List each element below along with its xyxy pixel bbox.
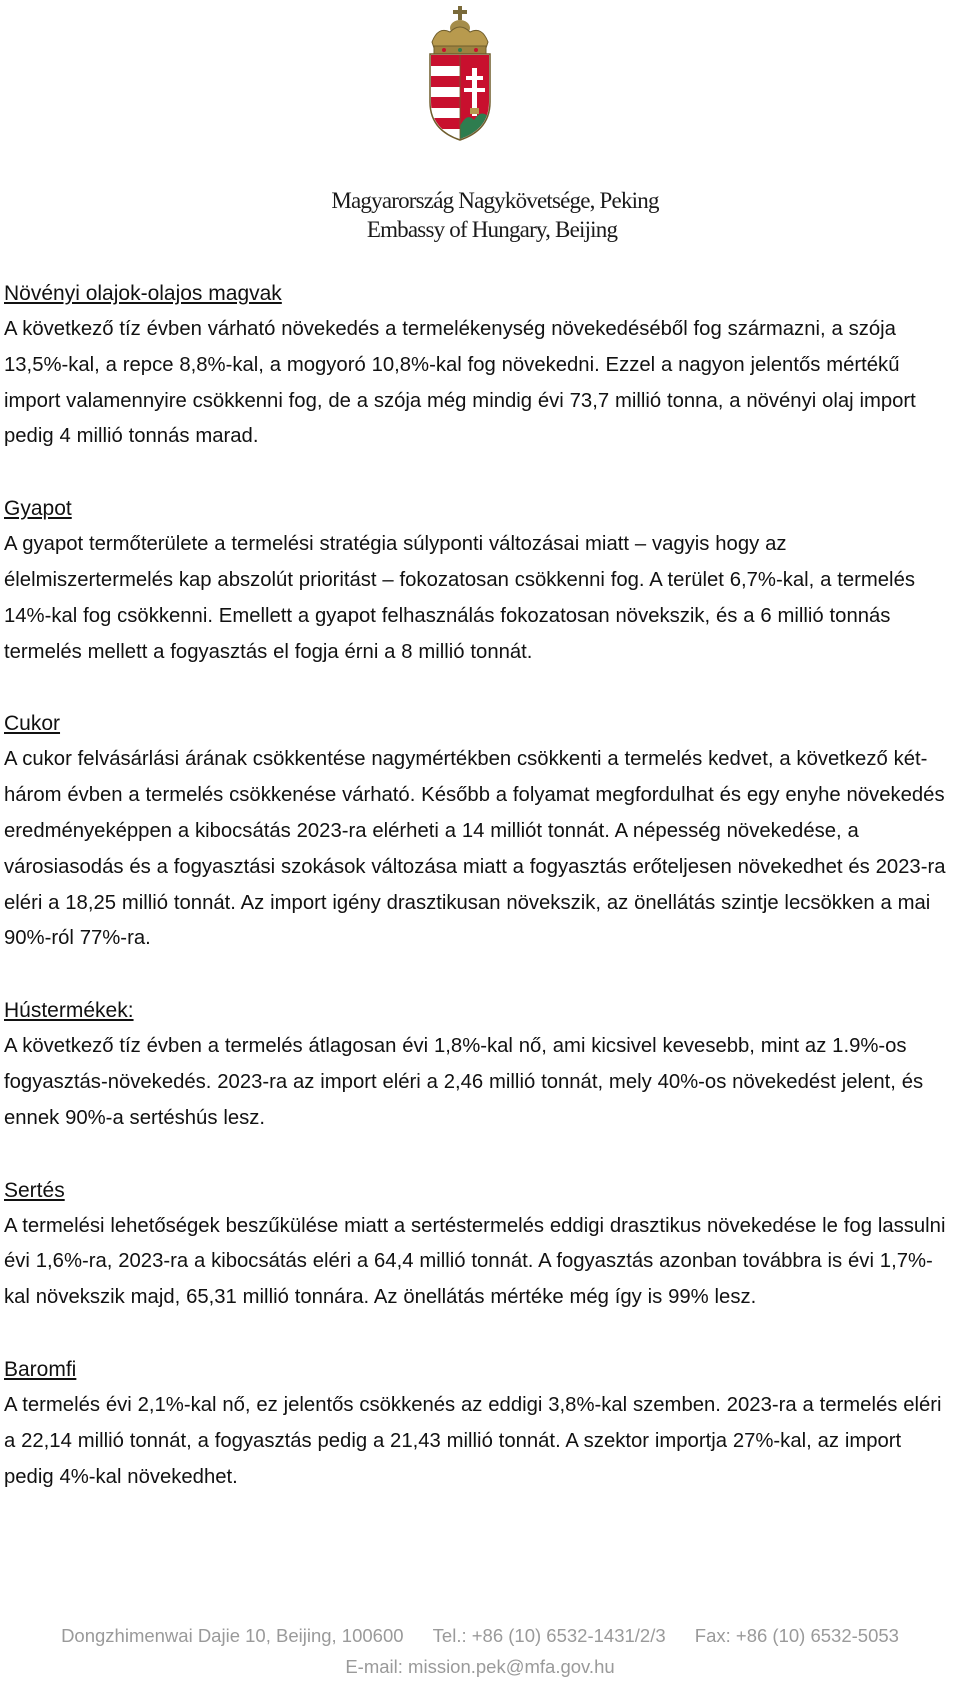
- section-cotton: [4, 491, 956, 670]
- section-pork: [4, 1173, 956, 1316]
- section-title: Sertés: [4, 1178, 65, 1202]
- section-sugar: [4, 706, 956, 957]
- embassy-name-hungarian: Magyarország Nagykövetsége, Peking: [331, 188, 659, 213]
- section-paragraph: A következő tíz évben a termelés átlagosan évi 1,8%-kal nő, ami kicsivel kevesebb, mint az 1.9%-os fogyasztás-növekedés. 2023-ra az import eléri a 2,46 millió tonnát, mely 40%-os növekedést jelent, és ennek 90%-a sertéshús lesz.: [4, 1035, 924, 1129]
- section-meat-products: [4, 993, 956, 1136]
- section-title: Hústermékek:: [4, 999, 134, 1023]
- section-title: Gyapot: [4, 497, 72, 521]
- footer-contact-line: [0, 1620, 960, 1651]
- section-paragraph: A gyapot termőterülete a termelési stratégia súlyponti változásai miatt – vagyis hogy az élelmiszertermelés kap abszolút prioritást – fokozatosan csökkenni fog. A terület 6,7%-kal, a termelés 14%-kal fog csökkenni. Emellett a gyapot felhasználás fokozatosan növekszik, és a 6 millió tonnás termelés mellett a fogyasztás el fogja érni a 8 millió tonnát.: [4, 533, 915, 663]
- footer-fax: Fax: +86 (10) 6532-5053: [694, 1625, 899, 1646]
- embassy-name-english: Embassy of Hungary, Beijing: [366, 217, 618, 242]
- section-title: Baromfi: [4, 1357, 77, 1381]
- section-paragraph: A termelési lehetőségek beszűkülése miatt a sertéstermelés eddigi drasztikus növekedése le fog lassulni évi 1,6%-ra, 2023-ra a kibocsátás eléri a 64,4 millió tonnát. A fogyasztás azonban továbbra is évi 1,7%-kal növekszik majd, 65,31 millió tonnára. Az önellátás mértéke még így is 99% lesz.: [4, 1214, 946, 1309]
- footer-email: E-mail: mission.pek@mfa.gov.hu: [345, 1656, 615, 1677]
- section-poultry: [4, 1352, 956, 1495]
- section-title: Cukor: [4, 712, 61, 736]
- embassy-letterhead: [0, 186, 960, 244]
- section-paragraph: A következő tíz évben várható növekedés a termelékenység növekedéséből fog származni, a szója 13,5%-kal, a repce 8,8%-kal, a mogyoró 10,8%-kal fog növekedni. Ezzel a nagyon jelentős mértékű import valamennyire csökkenni fog, de a szója még mindig évi 73,7 millió tonna, a növényi olaj import pedig 4 millió tonnás marad.: [4, 318, 916, 448]
- section-title: Növényi olajok-olajos magvak: [4, 282, 282, 305]
- section-vegetable-oils: [4, 276, 956, 455]
- page-footer: [0, 1620, 960, 1682]
- document-body: [4, 276, 956, 1531]
- hungarian-coat-of-arms-icon: [424, 4, 496, 144]
- footer-address: Dongzhimenwai Dajie 10, Beijing, 100600: [61, 1625, 404, 1646]
- section-paragraph: A cukor felvásárlási árának csökkentése nagymértékben csökkenti a termelés kedvet, a következő két-három évben a termelés csökkenése várható. Később a folyamat megfordulhat és egy enyhe növekedés eredményeképpen a kibocsátás 2023-ra elérheti a 14 milliót tonnát. A népesség növekedése, a városiasodás és a fogyasztási szokások változása miatt a fogyasztás erőteljesen növekedhet és 2023-ra eléri a 18,25 millió tonnát. Az import igény drasztikusan növekszik, az önellátás szintje lecsökken a mai 90%-ról 77%-ra.: [4, 748, 946, 950]
- section-paragraph: A termelés évi 2,1%-kal nő, ez jelentős csökkenés az eddigi 3,8%-kal szemben. 2023-ra a termelés eléri a 22,14 millió tonnát, a fogyasztás pedig a 21,43 millió tonnát. A szektor importja 27%-kal, az import pedig 4%-kal növekedhet.: [4, 1393, 942, 1488]
- footer-phone: Tel.: +86 (10) 6532-1431/2/3: [432, 1625, 666, 1646]
